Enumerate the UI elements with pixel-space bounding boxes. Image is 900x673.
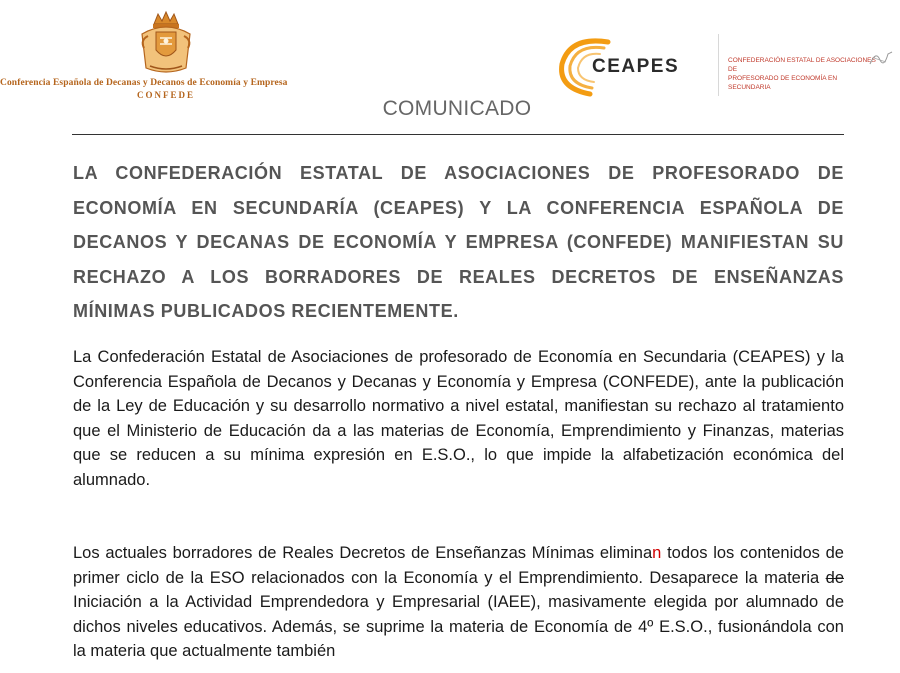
tracked-deletion: de	[825, 568, 844, 587]
body-paragraph-2	[73, 541, 844, 664]
paragraph-2-text-b: todos los contenidos de primer ciclo de la ESO relacionados con la Economía y el Emprendimiento. Desaparece la materia	[73, 544, 844, 587]
document-title: COMUNICADO	[382, 97, 532, 120]
confede-logo	[0, 10, 340, 100]
tracked-insertion: n	[652, 544, 662, 562]
ceapes-full-line1: CONFEDERACIÓN ESTATAL DE ASOCIACIONES DE	[728, 57, 876, 73]
body-paragraph-1: La Confederación Estatal de Asociaciones de profesorado de Economía en Secundaria (CEAPES) y la Conferencia Española de Decanos y Decanas y Economía y Empresa (CONFEDE), ante la publicación de la Ley de Educación y su desarrollo normativo a nivel estatal, manifiestan su rechazo al tratamiento que el Ministerio de Educación da a las materias de Economía, Emprendimiento y Finanzas, materias que se reducen a su mínima expresión en E.S.O., lo que impide la alfabetización económica del alumnado.	[73, 348, 844, 489]
crest-icon	[136, 10, 196, 76]
paragraph-2-text-a: Los actuales borradores de Reales Decretos de Enseñanzas Mínimas elimina	[73, 544, 653, 562]
signature-mark-icon	[868, 48, 894, 70]
logo-divider	[718, 34, 719, 96]
ceapes-full-name	[728, 56, 878, 92]
title-rule	[72, 134, 844, 135]
confede-acronym: CONFEDE	[136, 90, 195, 100]
ceapes-full-line2: PROFESORADO DE ECONOMÍA EN SECUNDARIA	[728, 75, 838, 91]
paragraph-2-text-c: Iniciación a la Actividad Emprendedora y Empresarial (IAEE), masivamente elegida por alumnado de dichos niveles educativos. Además, se suprime la materia de Economía de 4º E.S.O., fusionándola con la materia que actualmente también	[73, 593, 844, 660]
document-headline: LA CONFEDERACIÓN ESTATAL DE ASOCIACIONES DE PROFESORADO DE ECONOMÍA EN SECUNDARÍA (CEAPES) Y LA CONFERENCIA ESPAÑOLA DE DECANOS Y DECANAS DE ECONOMÍA Y EMPRESA (CONFEDE) MANIFIESTAN SU RECHAZO A LOS BORRADORES DE REALES DECRETOS DE ENSEÑANZAS MÍNIMAS PUBLICADOS RECIENTEMENTE.	[73, 163, 844, 321]
letterhead	[0, 0, 900, 100]
confede-name: Conferencia Española de Decanas y Decanos de Economía y Empresa	[0, 78, 288, 88]
ceapes-wordmark: CEAPES	[592, 56, 680, 77]
ceapes-logo	[556, 34, 900, 104]
